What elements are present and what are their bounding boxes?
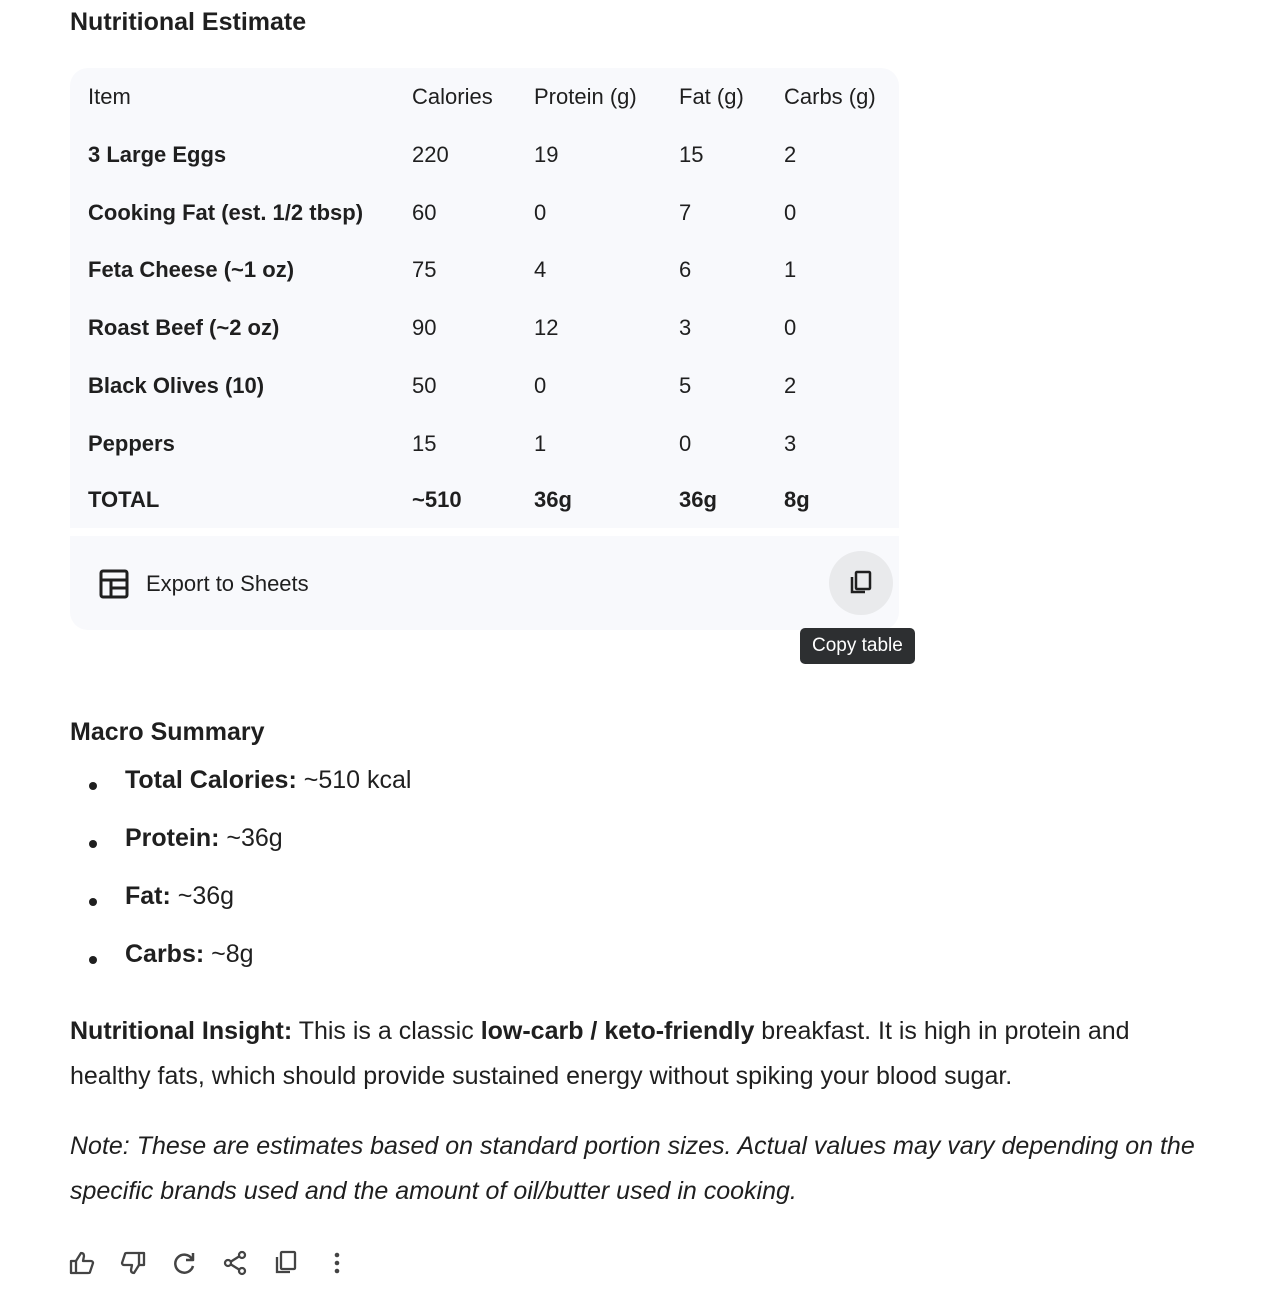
table-header-row bbox=[70, 77, 899, 117]
value-cell: 6 bbox=[679, 257, 692, 283]
value-cell: 0 bbox=[784, 199, 797, 225]
table-total-row bbox=[70, 480, 899, 520]
value-cell: 19 bbox=[534, 142, 559, 167]
item-cell: Cooking Fat (est. 1/2 tbsp) bbox=[88, 199, 364, 225]
table-row bbox=[70, 135, 899, 175]
table-row bbox=[70, 250, 899, 290]
thumbs-down-icon[interactable] bbox=[119, 1249, 147, 1277]
item-cell: Roast Beef (~2 oz) bbox=[88, 315, 280, 341]
item-label: Total Calories: bbox=[125, 766, 297, 794]
table-row bbox=[70, 193, 899, 233]
export-to-sheets-button[interactable] bbox=[98, 568, 309, 600]
item-cell: Black Olives (10) bbox=[88, 372, 265, 398]
value-cell: 1 bbox=[784, 257, 797, 283]
macro-summary-title: Macro Summary bbox=[70, 718, 265, 746]
copy-table-tooltip: Copy table bbox=[800, 628, 915, 664]
copy-table-button[interactable] bbox=[829, 551, 893, 615]
copy-icon bbox=[847, 569, 875, 597]
value-cell: 0 bbox=[534, 372, 547, 398]
value-cell: 1 bbox=[534, 430, 547, 456]
share-icon[interactable] bbox=[221, 1249, 249, 1277]
list-item bbox=[70, 824, 411, 882]
more-options-icon[interactable] bbox=[323, 1249, 351, 1277]
value-cell: 4 bbox=[534, 257, 547, 283]
table-footer bbox=[70, 536, 899, 630]
list-item bbox=[70, 766, 411, 824]
item-value: ~8g bbox=[204, 940, 254, 968]
list-item bbox=[70, 882, 411, 940]
regenerate-icon[interactable] bbox=[170, 1249, 198, 1277]
insight-label: Nutritional Insight: bbox=[70, 1017, 293, 1045]
text: This is a classic bbox=[292, 1017, 481, 1045]
value-cell: 2 bbox=[784, 142, 797, 167]
section-title: Nutritional Estimate bbox=[70, 8, 307, 36]
value-cell: 36g bbox=[534, 487, 572, 512]
response-actions bbox=[68, 1249, 351, 1277]
value-cell: Carbs (g) bbox=[784, 84, 876, 109]
copy-icon[interactable] bbox=[272, 1249, 300, 1277]
table-row bbox=[70, 424, 899, 464]
text: breakfast. It is high in protein and healthy fats, which should provide sustained energy without spiking your blood sugar. bbox=[70, 1017, 1130, 1090]
value-cell: 220 bbox=[412, 142, 449, 167]
nutrition-table bbox=[70, 68, 899, 528]
item-cell: Item bbox=[88, 84, 131, 109]
value-cell: 15 bbox=[679, 142, 704, 167]
export-label: Export to Sheets bbox=[146, 571, 309, 596]
emphasis: low-carb / keto-friendly bbox=[480, 1017, 755, 1045]
value-cell: 50 bbox=[412, 372, 437, 398]
item-value: ~510 kcal bbox=[296, 766, 412, 794]
value-cell: 2 bbox=[784, 372, 797, 398]
note-paragraph: Note: These are estimates based on standard portion sizes. Actual values may vary depending on the specific brands used and the amount of oil/butter used in cooking. bbox=[70, 1132, 1195, 1205]
item-label: Carbs: bbox=[125, 940, 205, 968]
item-cell: TOTAL bbox=[88, 487, 160, 512]
item-value: ~36g bbox=[170, 882, 235, 910]
value-cell: 0 bbox=[679, 430, 692, 456]
value-cell: 8g bbox=[784, 487, 810, 512]
table-row bbox=[70, 308, 899, 348]
value-cell: 3 bbox=[784, 430, 797, 456]
value-cell: Fat (g) bbox=[679, 84, 744, 109]
table-row bbox=[70, 366, 899, 406]
value-cell: Calories bbox=[412, 84, 493, 109]
value-cell: Protein (g) bbox=[534, 84, 637, 109]
item-label: Protein: bbox=[125, 824, 220, 852]
item-value: ~36g bbox=[219, 824, 283, 852]
value-cell: 0 bbox=[784, 315, 797, 341]
item-cell: 3 Large Eggs bbox=[88, 142, 227, 167]
value-cell: 15 bbox=[412, 430, 437, 456]
list-item bbox=[70, 940, 411, 998]
value-cell: 0 bbox=[534, 199, 547, 225]
insight-paragraph bbox=[70, 1009, 1210, 1098]
value-cell: 75 bbox=[412, 257, 437, 283]
value-cell: 90 bbox=[412, 315, 437, 341]
value-cell: 36g bbox=[679, 487, 717, 512]
value-cell: 3 bbox=[679, 315, 692, 341]
value-cell: 7 bbox=[679, 199, 692, 225]
macro-list bbox=[70, 766, 411, 998]
value-cell: 5 bbox=[679, 372, 692, 398]
item-cell: Feta Cheese (~1 oz) bbox=[88, 257, 295, 283]
item-cell: Peppers bbox=[88, 430, 175, 456]
value-cell: 12 bbox=[534, 315, 559, 341]
sheets-icon bbox=[98, 568, 130, 600]
thumbs-up-icon[interactable] bbox=[68, 1249, 96, 1277]
value-cell: ~510 bbox=[412, 487, 462, 512]
item-label: Fat: bbox=[125, 882, 171, 910]
value-cell: 60 bbox=[412, 199, 437, 225]
